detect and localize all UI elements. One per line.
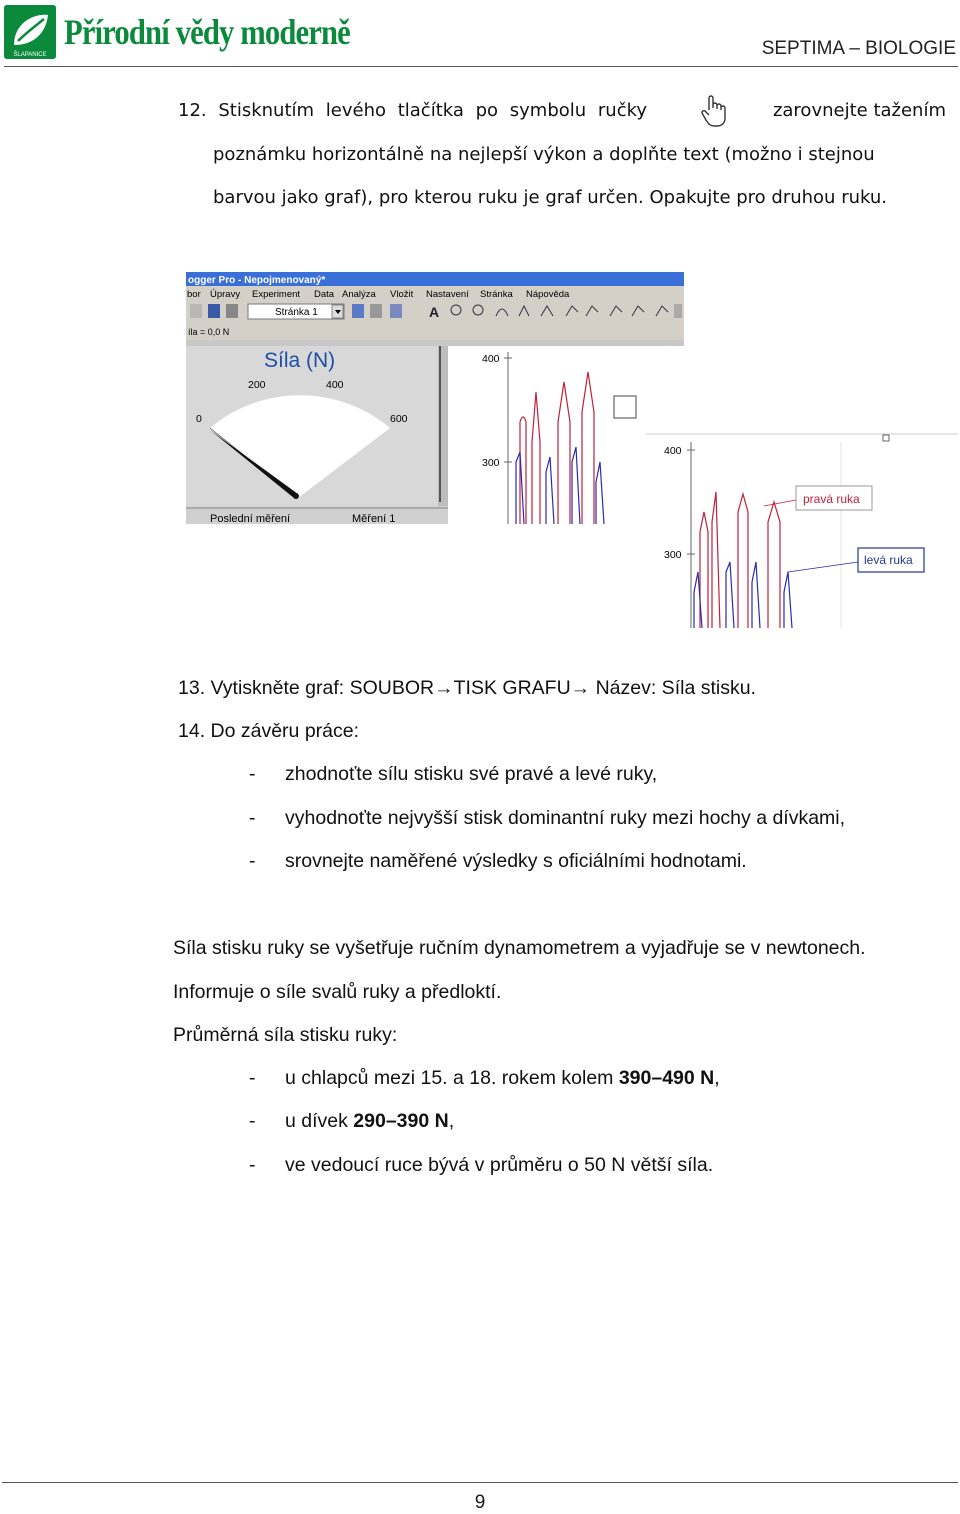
toolbar-more-icon[interactable] (674, 304, 682, 318)
bullet-dash: - (249, 763, 256, 785)
instruction-12-line1 (178, 100, 946, 144)
status-readout: íla = 0,0 N (188, 327, 230, 337)
leaf-logo-icon (4, 5, 56, 59)
info-paragraph-2: Informuje o síle svalů ruky a předloktí. (173, 981, 502, 1003)
graph-front-tick-300: 300 (664, 549, 682, 561)
menu-experiment[interactable]: Experiment (252, 289, 301, 300)
instruction-13 (178, 678, 756, 699)
logo-text: Přírodní vědy moderně (64, 12, 350, 52)
bullet-dash: - (249, 1067, 256, 1089)
header-divider (4, 66, 958, 67)
logo-mark (4, 5, 56, 59)
menu-analyza[interactable]: Analýza (342, 289, 376, 300)
bullet-punct: , (448, 1110, 455, 1132)
menu-upravy[interactable]: Úpravy (210, 289, 241, 300)
instruction-14-bullet-3 (249, 851, 747, 872)
instruction-13-part3: Název: Síla stisku. (590, 677, 756, 699)
instruction-12-part2: zarovnejte tažením (772, 100, 946, 121)
header-subject: SEPTIMA – BIOLOGIE (761, 38, 956, 59)
page-number: 9 (474, 1492, 486, 1513)
toolbar-print-icon[interactable] (226, 304, 238, 318)
bullet-bold-value: 290–390 N (353, 1110, 449, 1132)
meter-tick-0: 0 (196, 413, 202, 425)
bullet-text: srovnejte naměřené výsledky s oficiálními hodnotami. (285, 850, 747, 872)
menu-vlozit[interactable]: Vložit (390, 289, 414, 300)
bullet-text: vyhodnoťte nejvyšší stisk dominantní ruky mezi hochy a dívkami, (285, 807, 846, 829)
menu-napoveda[interactable]: Nápověda (526, 289, 570, 300)
toolbar-next-page-icon[interactable] (352, 304, 364, 318)
instruction-14-bullet-2 (249, 808, 845, 829)
graph-back-tick-300: 300 (482, 457, 500, 469)
meter-footer-left: Poslední měření (210, 513, 291, 525)
bullet-text: u dívek (285, 1110, 354, 1132)
menu-nastaveni[interactable]: Nastavení (426, 289, 469, 300)
arrow-right-icon: → (570, 677, 591, 699)
bullet-dash: - (249, 1110, 256, 1132)
instruction-13-part2: TISK GRAFU (453, 677, 571, 699)
info-bullet-2 (249, 1111, 454, 1132)
bullet-dash: - (249, 850, 256, 872)
toolbar-delete-icon[interactable] (370, 304, 382, 318)
instruction-14-bullet-1 (249, 764, 657, 785)
screenshot-svg (186, 272, 958, 632)
graph-front-tick-400: 400 (664, 445, 682, 457)
graph-resize-handle[interactable] (883, 435, 889, 441)
bullet-bold-value: 390–490 N (618, 1067, 715, 1089)
bullet-punct: , (714, 1067, 720, 1089)
meter-tick-200: 200 (248, 379, 266, 391)
window-title: ogger Pro - Nepojmenovaný* (188, 275, 326, 286)
bullet-text: zhodnoťte sílu stisku své pravé a levé ruky, (285, 763, 658, 785)
info-bullet-1 (249, 1068, 720, 1089)
bullet-dash: - (249, 1154, 256, 1176)
instruction-12 (178, 100, 946, 231)
logger-pro-screenshot (186, 272, 958, 632)
meter-footer-right: Měření 1 (352, 513, 396, 525)
instruction-12-part1: 12. Stisknutím levého tlačítka po symbolu ručky (178, 100, 648, 121)
graph-front (646, 434, 958, 632)
instruction-12-text3: barvou jako graf), pro kterou ruku je graf určen. Opakujte pro druhou ruku. (213, 187, 887, 208)
instruction-12-text2: poznámku horizontálně na nejlepší výkon a doplňte text (možno i stejnou (213, 143, 875, 165)
arrow-right-icon: → (434, 677, 454, 699)
info-paragraph-1: Síla stisku ruky se vyšetřuje ručním dynamometrem a vyjadřuje se v newtonech. (173, 937, 866, 959)
footer-divider (2, 1482, 958, 1483)
bullet-text: ve vedoucí ruce bývá v průměru o 50 N větší síla. (285, 1154, 714, 1176)
graph-back-tick-400: 400 (482, 353, 500, 365)
toolbar-save-icon[interactable] (208, 304, 220, 318)
toolbar-text-icon[interactable]: A (429, 304, 440, 320)
logo-small-text: ŠLAPANICE (13, 52, 47, 58)
menu-soubor[interactable]: bor (187, 289, 201, 300)
logo (4, 4, 400, 60)
meter-tick-600: 600 (390, 413, 408, 425)
instruction-12-line2 (178, 144, 946, 188)
info-bullet-3 (249, 1155, 713, 1176)
meter-tick-400: 400 (326, 379, 344, 391)
hand-cursor-icon (700, 94, 730, 130)
bullet-text: u chlapců mezi 15. a 18. rokem kolem (285, 1067, 619, 1089)
info-paragraph-3: Průměrná síla stisku ruky: (173, 1024, 398, 1046)
meter-panel (186, 346, 448, 525)
annotation-right-hand-label: pravá ruka (803, 492, 860, 506)
menu-stranka[interactable]: Stránka (480, 289, 513, 300)
toolbar-open-icon[interactable] (190, 304, 202, 318)
instruction-13-part1: 13. Vytiskněte graf: SOUBOR (178, 677, 435, 699)
menu-data[interactable]: Data (314, 289, 335, 300)
bullet-dash: - (249, 807, 256, 829)
meter-title: Síla (N) (264, 349, 336, 372)
instruction-12-line3 (178, 187, 946, 231)
toolbar-table-icon[interactable] (390, 304, 402, 318)
note-box[interactable] (614, 396, 636, 418)
annotation-left-hand-label: levá ruka (864, 553, 913, 567)
page-select-value: Stránka 1 (275, 307, 318, 318)
instruction-14-title: 14. Do závěru práce: (178, 720, 360, 742)
